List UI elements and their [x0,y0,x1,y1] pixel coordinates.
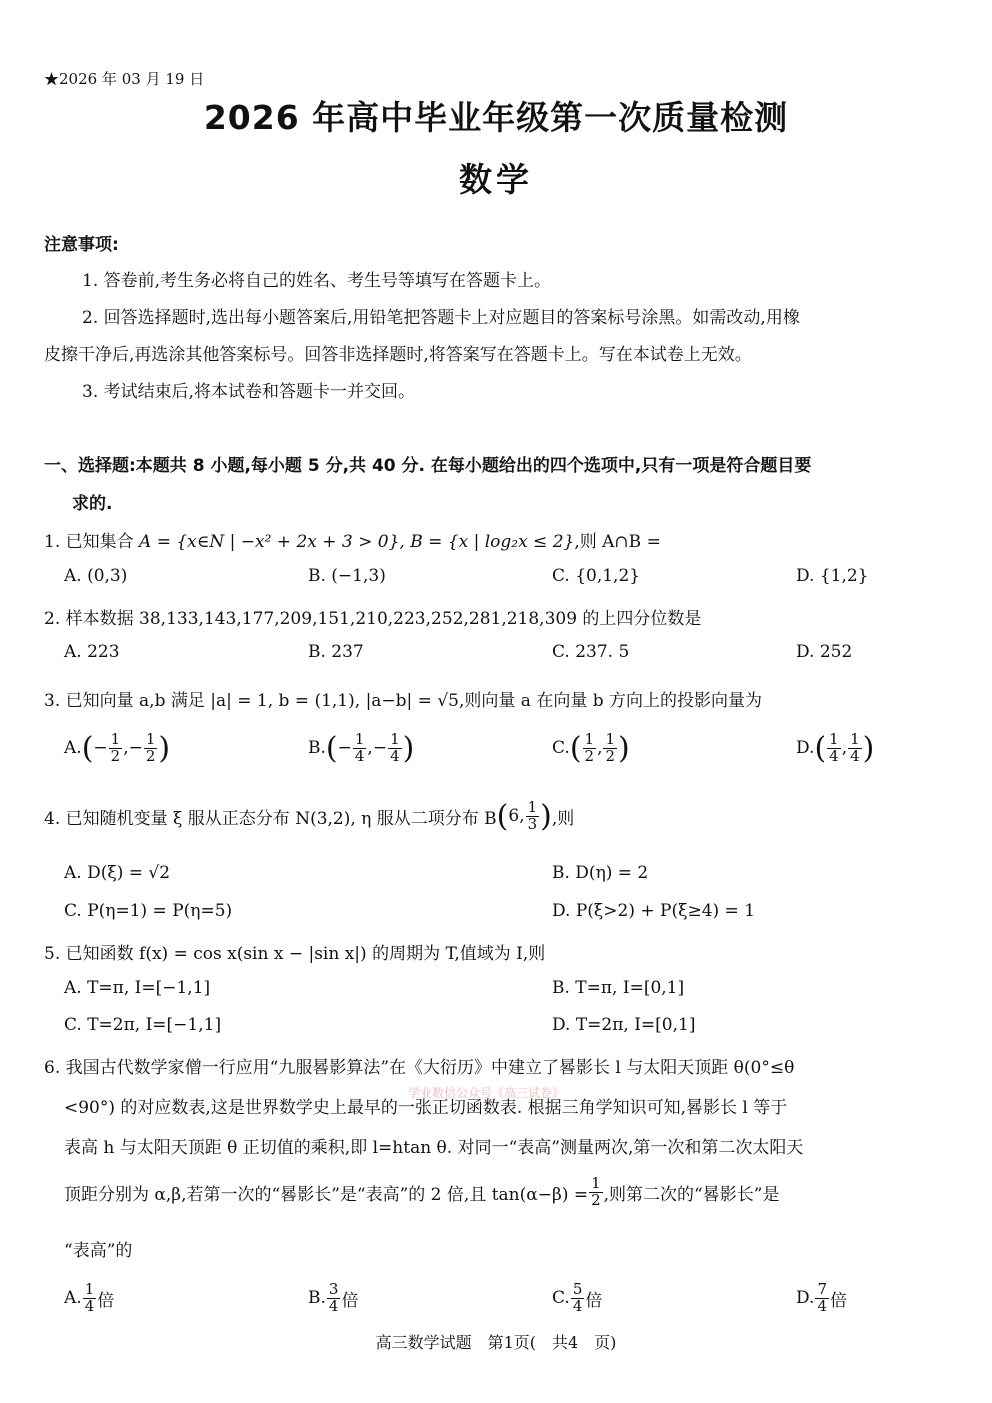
q3-option-a: A. ( − $\frac{1}{2}$ , − $\frac{1}{2}$ ) [64,729,171,766]
question-5-stem: 5. 已知函数 f(x) = cos x(sin x − |sin x|) 的周期为 T,值域为 I,则 [44,944,546,964]
q1-option-d: D. {1,2} [796,566,869,586]
q1-option-c: C. {0,1,2} [552,566,641,586]
q4-option-b: B. D(η) = 2 [552,863,649,883]
question-6-line1: 6. 我国古代数学家僧一行应用“九服晷影算法”在《大衍历》中建立了晷影长 l 与太阳天顶距 θ(0°≤θ [44,1058,795,1078]
q5-option-c: C. T=2π, I=[−1,1] [64,1015,222,1035]
q5-option-a: A. T=π, I=[−1,1] [64,978,211,998]
exam-date: ★2026 年 03 月 19 日 [44,70,205,88]
notice-item-3: 3. 考试结束后,将本试卷和答题卡一并交回。 [82,382,416,402]
q4-option-d: D. P(ξ>2) + P(ξ≥4) = 1 [552,901,756,921]
exam-title: 2026 年高中毕业年级第一次质量检测 [203,98,789,137]
q6-option-d: D. $\frac{7}{4}$ 倍 [796,1279,847,1315]
exam-subject: 数学 [459,160,533,199]
q1-option-b: B. (−1,3) [308,566,386,586]
watermark: 学业数信公众号《高三试卷》 [408,1086,565,1100]
q3-option-d: D. ( $\frac{1}{4}$ , $\frac{1}{4}$ ) [796,729,875,766]
q4-option-a: A. D(ξ) = √2 [64,863,171,883]
notice-item-2-line1: 2. 回答选择题时,选出每小题答案后,用铅笔把答题卡上对应题目的答案标号涂黑。如需改动,用橡 [82,308,800,328]
q6-option-c: C. $\frac{5}{4}$ 倍 [552,1279,603,1315]
q2-option-d: D. 252 [796,642,853,662]
q5-option-d: D. T=2π, I=[0,1] [552,1015,696,1035]
q6-option-b: B. $\frac{3}{4}$ 倍 [308,1279,359,1315]
q4-option-c: C. P(η=1) = P(η=5) [64,901,233,921]
question-6-line4: 顶距分别为 α,β,若第一次的“晷影长”是“表高”的 2 倍,且 tan(α−β) = $\frac{1}{2}$ ,则第二次的“晷影长”是 [64,1173,780,1209]
question-2-stem: 2. 样本数据 38,133,143,177,209,151,210,223,252,281,218,309 的上四分位数是 [44,609,702,629]
question-1-stem: 1. 已知集合 A = {x∈N | −x² + 2x + 3 > 0}, B = {x | log₂x ≤ 2},则 A∩B = [44,532,661,552]
q1-option-a: A. (0,3) [64,566,128,586]
notice-heading: 注意事项: [44,235,119,255]
question-6-line2: <90°) 的对应数表,这是世界数学史上最早的一张正切函数表. 根据三角学知识可知,晷影长 l 等于 [64,1098,788,1118]
question-6-line3: 表高 h 与太阳天顶距 θ 正切值的乘积,即 l=htan θ. 对同一“表高”测量两次,第一次和第二次太阳天 [64,1138,804,1158]
question-3-stem: 3. 已知向量 a,b 满足 |a| = 1, b = (1,1), |a−b| = √5,则向量 a 在向量 b 方向上的投影向量为 [44,691,763,711]
notice-item-2-line2: 皮擦干净后,再选涂其他答案标号。回答非选择题时,将答案写在答题卡上。写在本试卷上无效。 [44,345,752,365]
q2-option-a: A. 223 [64,642,120,662]
question-4-stem: 4. 已知随机变量 ξ 服从正态分布 N(3,2), η 服从二项分布 B ( 6, $\frac{1}{3}$ ) ,则 [44,797,575,834]
section-heading-line2: 求的. [72,494,113,514]
q3-option-c: C. ( $\frac{1}{2}$ , $\frac{1}{2}$ ) [552,729,630,766]
q5-option-b: B. T=π, I=[0,1] [552,978,685,998]
question-6-line5: “表高”的 [64,1241,133,1261]
q2-option-b: B. 237 [308,642,364,662]
section-heading-line1: 一、选择题:本题共 8 小题,每小题 5 分,共 40 分. 在每小题给出的四个选项中,只有一项是符合题目要 [44,456,812,476]
q2-option-c: C. 237. 5 [552,642,630,662]
q3-option-b: B. ( − $\frac{1}{4}$ , − $\frac{1}{4}$ ) [308,729,415,766]
notice-item-1: 1. 答卷前,考生务必将自己的姓名、考生号等填写在答题卡上。 [82,271,552,291]
page-footer: 高三数学试题 第1页( 共4 页) [375,1333,617,1352]
q6-option-a: A. $\frac{1}{4}$ 倍 [64,1279,115,1315]
